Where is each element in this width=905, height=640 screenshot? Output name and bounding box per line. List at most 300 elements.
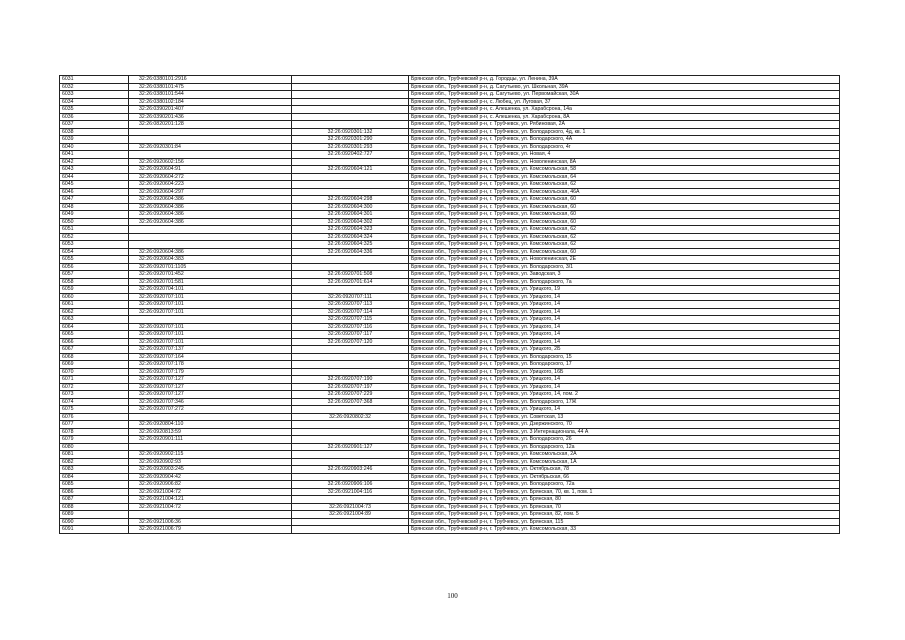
address-cell: Брянская обл., Трубчевский р-н, г. Трубчевск, ул. Комсомольская, 60: [409, 203, 840, 211]
address-cell: Брянская обл., Трубчевский р-н, г. Трубчевск, ул. Комсомольская, 60: [409, 248, 840, 256]
building-cadastral-number-cell: 32:26:0920707:368: [292, 398, 409, 406]
table-row: [60, 436, 840, 444]
row-number-cell: 6037: [60, 121, 129, 129]
address-cell: Брянская обл., Трубчевский р-н, г. Трубчевск, ул. Володарского, 15: [409, 353, 840, 361]
table-row: [60, 233, 840, 241]
land-cadastral-number-cell: 32:26:0921004:121: [129, 496, 292, 504]
land-cadastral-number-cell: 32:26:0920604:386: [129, 248, 292, 256]
address-cell: Брянская обл., Трубчевский р-н, г. Трубчевск, ул. Урицкого, 16Б: [409, 368, 840, 376]
row-number-cell: 6078: [60, 428, 129, 436]
building-cadastral-number-cell: [292, 361, 409, 369]
address-cell: Брянская обл., Трубчевский р-н, г. Трубчевск, ул. Урицкого, 14: [409, 301, 840, 309]
row-number-cell: 6036: [60, 113, 129, 121]
table-row: [60, 166, 840, 174]
building-cadastral-number-cell: 32:26:0920604:301: [292, 211, 409, 219]
row-number-cell: 6042: [60, 158, 129, 166]
building-cadastral-number-cell: [292, 256, 409, 264]
row-number-cell: 6074: [60, 398, 129, 406]
row-number-cell: 6044: [60, 173, 129, 181]
address-cell: Брянская обл., Трубчевский р-н, г. Трубчевск, ул. Володарского, 4А: [409, 136, 840, 144]
row-number-cell: 6058: [60, 278, 129, 286]
row-number-cell: 6045: [60, 181, 129, 189]
building-cadastral-number-cell: 32:26:0920604:325: [292, 241, 409, 249]
row-number-cell: 6080: [60, 443, 129, 451]
building-cadastral-number-cell: 32:26:0920901:127: [292, 443, 409, 451]
table-row: [60, 188, 840, 196]
land-cadastral-number-cell: 32:26:0920604:91: [129, 166, 292, 174]
address-cell: Брянская обл., Трубчевский р-н, г. Трубчевск, ул. Урицкого, 14: [409, 383, 840, 391]
land-cadastral-number-cell: 32:26:0920707:101: [129, 308, 292, 316]
land-cadastral-number-cell: 32:26:0920604:386: [129, 211, 292, 219]
address-cell: Брянская обл., Трубчевский р-н, г. Трубчевск, ул. Брянская, 80: [409, 496, 840, 504]
building-cadastral-number-cell: [292, 518, 409, 526]
address-cell: Брянская обл., Трубчевский р-н, с. Алешенка, ул. Харабсрона, 8А: [409, 113, 840, 121]
row-number-cell: 6039: [60, 136, 129, 144]
row-number-cell: 6081: [60, 451, 129, 459]
table-row: [60, 308, 840, 316]
register-table: [59, 75, 840, 534]
row-number-cell: 6063: [60, 316, 129, 324]
table-row: [60, 151, 840, 159]
land-cadastral-number-cell: 32:26:0920804:110: [129, 421, 292, 429]
land-cadastral-number-cell: [129, 511, 292, 519]
address-cell: Брянская обл., Трубчевский р-н, г. Трубчевск, ул. Дзержинского, 70: [409, 421, 840, 429]
address-cell: Брянская обл., Трубчевский р-н, г. Трубчевск, ул. Урицкого, 14: [409, 406, 840, 414]
row-number-cell: 6056: [60, 263, 129, 271]
row-number-cell: 6049: [60, 211, 129, 219]
building-cadastral-number-cell: [292, 436, 409, 444]
building-cadastral-number-cell: 32:26:0921004:116: [292, 488, 409, 496]
land-cadastral-number-cell: 32:26:0920902:93: [129, 458, 292, 466]
address-cell: Брянская обл., Трубчевский р-н, г. Трубчевск, ул. Комсомольская, 2А: [409, 451, 840, 459]
row-number-cell: 6066: [60, 338, 129, 346]
row-number-cell: 6084: [60, 473, 129, 481]
land-cadastral-number-cell: 32:26:0920602:156: [129, 158, 292, 166]
table-row: [60, 383, 840, 391]
building-cadastral-number-cell: 32:26:0920604:302: [292, 218, 409, 226]
table-row: [60, 256, 840, 264]
row-number-cell: 6068: [60, 353, 129, 361]
address-cell: Брянская обл., Трубчевский р-н, г. Трубчевск, ул. Комсомольская, 64: [409, 173, 840, 181]
address-cell: Брянская обл., Трубчевский р-н, г. Трубчевск, ул. Урицкого, 19: [409, 286, 840, 294]
address-cell: Брянская обл., Трубчевский р-н, г. Трубчевск, ул. 3 Интернационала, 44 А: [409, 428, 840, 436]
building-cadastral-number-cell: 32:26:0920707:197: [292, 383, 409, 391]
table-row: [60, 443, 840, 451]
address-cell: Брянская обл., Трубчевский р-н, г. Трубчевск, ул. Комсомольская, 60: [409, 211, 840, 219]
land-cadastral-number-cell: 32:26:0920701:1105: [129, 263, 292, 271]
land-cadastral-number-cell: [129, 316, 292, 324]
table-row: [60, 203, 840, 211]
building-cadastral-number-cell: 32:26:0920604:298: [292, 196, 409, 204]
building-cadastral-number-cell: 32:26:0920906:106: [292, 481, 409, 489]
address-cell: Брянская обл., Трубчевский р-н, д. Сагутьево, ул. Школьная, 39А: [409, 83, 840, 91]
row-number-cell: 6064: [60, 323, 129, 331]
address-cell: Брянская обл., Трубчевский р-н, г. Трубчевск, ул. Комсомольская, 60: [409, 196, 840, 204]
address-cell: Брянская обл., Трубчевский р-н, г. Трубчевск, ул. Володарского, 4г: [409, 143, 840, 151]
land-cadastral-number-cell: 32:26:0920707:127: [129, 383, 292, 391]
land-cadastral-number-cell: 32:26:0920604:386: [129, 203, 292, 211]
address-cell: Брянская обл., Трубчевский р-н, с. Любец, ул. Луговая, 37: [409, 98, 840, 106]
address-cell: Брянская обл., Трубчевский р-н, г. Трубчевск, ул. Володарского, 26: [409, 436, 840, 444]
land-cadastral-number-cell: [129, 128, 292, 136]
address-cell: Брянская обл., Трубчевский р-н, г. Трубчевск, ул. Брянская, 70: [409, 503, 840, 511]
building-cadastral-number-cell: 32:26:0920402:727: [292, 151, 409, 159]
row-number-cell: 6062: [60, 308, 129, 316]
building-cadastral-number-cell: [292, 353, 409, 361]
land-cadastral-number-cell: 32:26:0920604:223: [129, 181, 292, 189]
row-number-cell: 6090: [60, 518, 129, 526]
table-row: [60, 413, 840, 421]
building-cadastral-number-cell: [292, 173, 409, 181]
table-row: [60, 278, 840, 286]
row-number-cell: 6055: [60, 256, 129, 264]
row-number-cell: 6057: [60, 271, 129, 279]
row-number-cell: 6077: [60, 421, 129, 429]
table-row: [60, 353, 840, 361]
table-row: [60, 211, 840, 219]
table-row: [60, 263, 840, 271]
land-cadastral-number-cell: 32:26:0920902:115: [129, 451, 292, 459]
land-cadastral-number-cell: 32:26:0920906:82: [129, 481, 292, 489]
land-cadastral-number-cell: 32:26:0390201:436: [129, 113, 292, 121]
register-table-body: [60, 76, 840, 534]
register-table-container: [59, 75, 840, 534]
building-cadastral-number-cell: 32:26:0920707:120: [292, 338, 409, 346]
land-cadastral-number-cell: 32:26:0920707:137: [129, 346, 292, 354]
row-number-cell: 6040: [60, 143, 129, 151]
table-row: [60, 488, 840, 496]
building-cadastral-number-cell: 32:26:0920707:229: [292, 391, 409, 399]
row-number-cell: 6046: [60, 188, 129, 196]
land-cadastral-number-cell: 32:26:0920604:383: [129, 256, 292, 264]
table-row: [60, 286, 840, 294]
table-row: [60, 98, 840, 106]
building-cadastral-number-cell: [292, 188, 409, 196]
building-cadastral-number-cell: [292, 106, 409, 114]
land-cadastral-number-cell: 32:26:0920604:297: [129, 188, 292, 196]
address-cell: Брянская обл., Трубчевский р-н, г. Трубчевск, ул. Володарского, 4д, кв. 1: [409, 128, 840, 136]
address-cell: Брянская обл., Трубчевский р-н, г. Трубчевск, ул. Комсомольская, 58: [409, 166, 840, 174]
land-cadastral-number-cell: 32:26:0920707:346: [129, 398, 292, 406]
table-row: [60, 391, 840, 399]
address-cell: Брянская обл., Трубчевский р-н, г. Трубчевск, ул. Урицкого, 14: [409, 293, 840, 301]
row-number-cell: 6072: [60, 383, 129, 391]
building-cadastral-number-cell: 32:26:0920701:508: [292, 271, 409, 279]
row-number-cell: 6059: [60, 286, 129, 294]
address-cell: Брянская обл., Трубчевский р-н, г. Трубчевск, ул. Володарского, 3/1: [409, 263, 840, 271]
building-cadastral-number-cell: 32:26:0920802:32: [292, 413, 409, 421]
row-number-cell: 6082: [60, 458, 129, 466]
building-cadastral-number-cell: [292, 181, 409, 189]
address-cell: Брянская обл., Трубчевский р-н, г. Трубчевск, ул. Комсомольская, 62: [409, 241, 840, 249]
address-cell: Брянская обл., Трубчевский р-н, г. Трубчевск, ул. Брянская, 82, пом. 5: [409, 511, 840, 519]
table-row: [60, 218, 840, 226]
row-number-cell: 6052: [60, 233, 129, 241]
row-number-cell: 6089: [60, 511, 129, 519]
land-cadastral-number-cell: 32:26:0920904:42: [129, 473, 292, 481]
building-cadastral-number-cell: 32:26:0920301:132: [292, 128, 409, 136]
building-cadastral-number-cell: [292, 451, 409, 459]
building-cadastral-number-cell: 32:26:0920301:290: [292, 136, 409, 144]
table-row: [60, 83, 840, 91]
land-cadastral-number-cell: 32:26:0921006:79: [129, 526, 292, 534]
table-row: [60, 173, 840, 181]
land-cadastral-number-cell: 32:26:0920903:245: [129, 466, 292, 474]
table-row: [60, 398, 840, 406]
table-row: [60, 301, 840, 309]
table-row: [60, 248, 840, 256]
building-cadastral-number-cell: [292, 121, 409, 129]
land-cadastral-number-cell: [129, 241, 292, 249]
table-row: [60, 91, 840, 99]
row-number-cell: 6083: [60, 466, 129, 474]
building-cadastral-number-cell: 32:26:0920604:323: [292, 226, 409, 234]
building-cadastral-number-cell: 32:26:0920604:324: [292, 233, 409, 241]
building-cadastral-number-cell: 32:26:0921004:89: [292, 511, 409, 519]
building-cadastral-number-cell: [292, 91, 409, 99]
land-cadastral-number-cell: 32:26:0920707:178: [129, 361, 292, 369]
building-cadastral-number-cell: 32:26:0920707:117: [292, 331, 409, 339]
building-cadastral-number-cell: [292, 406, 409, 414]
building-cadastral-number-cell: [292, 473, 409, 481]
row-number-cell: 6047: [60, 196, 129, 204]
building-cadastral-number-cell: [292, 346, 409, 354]
building-cadastral-number-cell: 32:26:0920604:300: [292, 203, 409, 211]
land-cadastral-number-cell: [129, 233, 292, 241]
row-number-cell: 6075: [60, 406, 129, 414]
table-row: [60, 128, 840, 136]
building-cadastral-number-cell: 32:26:0920707:115: [292, 316, 409, 324]
address-cell: Брянская обл., Трубчевский р-н, г. Трубчевск, ул. Новая, 4: [409, 151, 840, 159]
land-cadastral-number-cell: 32:26:0921006:36: [129, 518, 292, 526]
table-row: [60, 406, 840, 414]
building-cadastral-number-cell: 32:26:0920701:614: [292, 278, 409, 286]
land-cadastral-number-cell: 32:26:0921004:72: [129, 503, 292, 511]
building-cadastral-number-cell: [292, 496, 409, 504]
table-row: [60, 428, 840, 436]
table-row: [60, 361, 840, 369]
table-row: [60, 271, 840, 279]
row-number-cell: 6091: [60, 526, 129, 534]
land-cadastral-number-cell: 32:26:0921004:72: [129, 488, 292, 496]
land-cadastral-number-cell: 32:26:0920701:452: [129, 271, 292, 279]
address-cell: Брянская обл., Трубчевский р-н, г. Трубчевск, ул. Комсомольская, 60: [409, 218, 840, 226]
table-row: [60, 196, 840, 204]
land-cadastral-number-cell: 32:26:0920604:386: [129, 218, 292, 226]
building-cadastral-number-cell: [292, 458, 409, 466]
building-cadastral-number-cell: [292, 76, 409, 84]
row-number-cell: 6079: [60, 436, 129, 444]
row-number-cell: 6032: [60, 83, 129, 91]
row-number-cell: 6086: [60, 488, 129, 496]
table-row: [60, 323, 840, 331]
table-row: [60, 481, 840, 489]
building-cadastral-number-cell: [292, 98, 409, 106]
land-cadastral-number-cell: 32:26:0920813:59: [129, 428, 292, 436]
land-cadastral-number-cell: [129, 413, 292, 421]
land-cadastral-number-cell: 32:26:0920604:386: [129, 196, 292, 204]
row-number-cell: 6051: [60, 226, 129, 234]
land-cadastral-number-cell: 32:26:0380102:184: [129, 98, 292, 106]
building-cadastral-number-cell: 32:26:0920903:246: [292, 466, 409, 474]
address-cell: Брянская обл., Трубчевский р-н, г. Трубчевск, ул. Брянская, 115: [409, 518, 840, 526]
address-cell: Брянская обл., Трубчевский р-н, г. Трубчевск, ул. Октябрьская, 78: [409, 466, 840, 474]
building-cadastral-number-cell: 32:26:0920604:121: [292, 166, 409, 174]
table-row: [60, 293, 840, 301]
row-number-cell: 6073: [60, 391, 129, 399]
table-row: [60, 518, 840, 526]
building-cadastral-number-cell: 32:26:0921004:73: [292, 503, 409, 511]
land-cadastral-number-cell: 32:26:0820201:128: [129, 121, 292, 129]
building-cadastral-number-cell: [292, 83, 409, 91]
row-number-cell: 6067: [60, 346, 129, 354]
address-cell: Брянская обл., Трубчевский р-н, г. Трубчевск, ул. Володарского, 72а: [409, 481, 840, 489]
address-cell: Брянская обл., Трубчевский р-н, г. Трубчевск, ул. Урицкого, 14: [409, 316, 840, 324]
land-cadastral-number-cell: [129, 226, 292, 234]
land-cadastral-number-cell: 32:26:0920901:111: [129, 436, 292, 444]
land-cadastral-number-cell: 32:26:0380101:544: [129, 91, 292, 99]
table-row: [60, 113, 840, 121]
address-cell: Брянская обл., Трубчевский р-н, г. Трубчевск, ул. Комсомольская, 1А: [409, 458, 840, 466]
row-number-cell: 6041: [60, 151, 129, 159]
address-cell: Брянская обл., Трубчевский р-н, г. Трубчевск, ул. Советская, 13: [409, 413, 840, 421]
land-cadastral-number-cell: 32:26:0920604:272: [129, 173, 292, 181]
address-cell: Брянская обл., Трубчевский р-н, г. Трубчевск, ул. Новоленинская, 8А: [409, 158, 840, 166]
row-number-cell: 6053: [60, 241, 129, 249]
table-row: [60, 331, 840, 339]
row-number-cell: 6071: [60, 376, 129, 384]
address-cell: Брянская обл., Трубчевский р-н, д. Городцы, ул. Ленина, 39А: [409, 76, 840, 84]
address-cell: Брянская обл., Трубчевский р-н, г. Трубчевск, ул. Володарского, 17: [409, 361, 840, 369]
land-cadastral-number-cell: [129, 443, 292, 451]
land-cadastral-number-cell: 32:26:0920707:127: [129, 391, 292, 399]
building-cadastral-number-cell: 32:26:0920604:336: [292, 248, 409, 256]
building-cadastral-number-cell: [292, 158, 409, 166]
table-row: [60, 466, 840, 474]
building-cadastral-number-cell: 32:26:0920301:293: [292, 143, 409, 151]
land-cadastral-number-cell: 32:26:0920707:127: [129, 376, 292, 384]
building-cadastral-number-cell: 32:26:0920707:190: [292, 376, 409, 384]
row-number-cell: 6088: [60, 503, 129, 511]
row-number-cell: 6038: [60, 128, 129, 136]
land-cadastral-number-cell: 32:26:0920704:101: [129, 286, 292, 294]
row-number-cell: 6043: [60, 166, 129, 174]
building-cadastral-number-cell: [292, 263, 409, 271]
address-cell: Брянская обл., Трубчевский р-н, г. Трубчевск, ул. Урицкого, 14, пом. 2: [409, 391, 840, 399]
building-cadastral-number-cell: 32:26:0920707:114: [292, 308, 409, 316]
row-number-cell: 6076: [60, 413, 129, 421]
address-cell: Брянская обл., Трубчевский р-н, г. Трубчевск, ул. Комсомольская, 33: [409, 526, 840, 534]
address-cell: Брянская обл., Трубчевский р-н, г. Трубчевск, ул. Комсомольская, 62: [409, 226, 840, 234]
row-number-cell: 6035: [60, 106, 129, 114]
table-row: [60, 473, 840, 481]
land-cadastral-number-cell: 32:26:0920707:101: [129, 338, 292, 346]
row-number-cell: 6033: [60, 91, 129, 99]
building-cadastral-number-cell: [292, 368, 409, 376]
address-cell: Брянская обл., Трубчевский р-н, д. Сагутьево, ул. Первомайская, 30А: [409, 91, 840, 99]
address-cell: Брянская обл., Трубчевский р-н, с. Алешенка, ул. Харабсрона, 14а: [409, 106, 840, 114]
row-number-cell: 6070: [60, 368, 129, 376]
table-row: [60, 368, 840, 376]
address-cell: Брянская обл., Трубчевский р-н, г. Трубчевск, ул. Брянская, 70, кв. 1, пом. 1: [409, 488, 840, 496]
table-row: [60, 376, 840, 384]
address-cell: Брянская обл., Трубчевский р-н, г. Трубчевск, ул. Володарского, 17Ж: [409, 398, 840, 406]
land-cadastral-number-cell: 32:26:0920707:164: [129, 353, 292, 361]
table-row: [60, 346, 840, 354]
building-cadastral-number-cell: 32:26:0920707:116: [292, 323, 409, 331]
table-row: [60, 181, 840, 189]
building-cadastral-number-cell: 32:26:0920707:113: [292, 301, 409, 309]
land-cadastral-number-cell: 32:26:0380101:475: [129, 83, 292, 91]
table-row: [60, 121, 840, 129]
row-number-cell: 6031: [60, 76, 129, 84]
table-row: [60, 226, 840, 234]
table-row: [60, 158, 840, 166]
table-row: [60, 458, 840, 466]
table-row: [60, 76, 840, 84]
land-cadastral-number-cell: 32:26:0920707:179: [129, 368, 292, 376]
address-cell: Брянская обл., Трубчевский р-н, г. Трубчевск, ул. Октябрьская, 66: [409, 473, 840, 481]
table-row: [60, 338, 840, 346]
row-number-cell: 6054: [60, 248, 129, 256]
land-cadastral-number-cell: 32:26:0920707:101: [129, 301, 292, 309]
address-cell: Брянская обл., Трубчевский р-н, г. Трубчевск, ул. Новоленинская, 2Е: [409, 256, 840, 264]
address-cell: Брянская обл., Трубчевский р-н, г. Трубчевск, ул. Заводская, 3: [409, 271, 840, 279]
land-cadastral-number-cell: [129, 136, 292, 144]
land-cadastral-number-cell: 32:26:0920301:84: [129, 143, 292, 151]
table-row: [60, 143, 840, 151]
table-row: [60, 421, 840, 429]
building-cadastral-number-cell: [292, 286, 409, 294]
land-cadastral-number-cell: 32:26:0920707:101: [129, 323, 292, 331]
address-cell: Брянская обл., Трубчевский р-н, г. Трубчевск, ул. Урицкого, 14: [409, 376, 840, 384]
table-row: [60, 496, 840, 504]
table-row: [60, 136, 840, 144]
address-cell: Брянская обл., Трубчевский р-н, г. Трубчевск, ул. Володарского, 12а: [409, 443, 840, 451]
row-number-cell: 6065: [60, 331, 129, 339]
land-cadastral-number-cell: 32:26:0920707:272: [129, 406, 292, 414]
land-cadastral-number-cell: 32:26:0920701:581: [129, 278, 292, 286]
address-cell: Брянская обл., Трубчевский р-н, г. Трубчевск, ул. Володарского, 7а: [409, 278, 840, 286]
address-cell: Брянская обл., Трубчевский р-н, г. Трубчевск, ул. Комсомольская, 46А: [409, 188, 840, 196]
row-number-cell: 6069: [60, 361, 129, 369]
building-cadastral-number-cell: [292, 526, 409, 534]
land-cadastral-number-cell: 32:26:0920707:101: [129, 331, 292, 339]
row-number-cell: 6085: [60, 481, 129, 489]
building-cadastral-number-cell: [292, 113, 409, 121]
address-cell: Брянская обл., Трубчевский р-н, г. Трубчевск, ул. Урицкого, 14: [409, 338, 840, 346]
table-row: [60, 451, 840, 459]
row-number-cell: 6061: [60, 301, 129, 309]
row-number-cell: 6034: [60, 98, 129, 106]
row-number-cell: 6050: [60, 218, 129, 226]
row-number-cell: 6087: [60, 496, 129, 504]
address-cell: Брянская обл., Трубчевский р-н, г. Трубчевск, ул. Урицкого, 2Б: [409, 346, 840, 354]
land-cadastral-number-cell: 32:26:0920707:101: [129, 293, 292, 301]
table-row: [60, 316, 840, 324]
address-cell: Брянская обл., Трубчевский р-н, г. Трубчевск, ул. Комсомольская, 62: [409, 181, 840, 189]
row-number-cell: 6060: [60, 293, 129, 301]
building-cadastral-number-cell: 32:26:0920707:111: [292, 293, 409, 301]
address-cell: Брянская обл., Трубчевский р-н, г. Трубчевск, ул. Комсомольская, 62: [409, 233, 840, 241]
address-cell: Брянская обл., Трубчевский р-н, г. Трубчевск, ул. Рябиновая, 2А: [409, 121, 840, 129]
table-row: [60, 526, 840, 534]
land-cadastral-number-cell: 32:26:0390201:407: [129, 106, 292, 114]
address-cell: Брянская обл., Трубчевский р-н, г. Трубчевск, ул. Урицкого, 14: [409, 331, 840, 339]
address-cell: Брянская обл., Трубчевский р-н, г. Трубчевск, ул. Урицкого, 14: [409, 308, 840, 316]
row-number-cell: 6048: [60, 203, 129, 211]
land-cadastral-number-cell: [129, 151, 292, 159]
